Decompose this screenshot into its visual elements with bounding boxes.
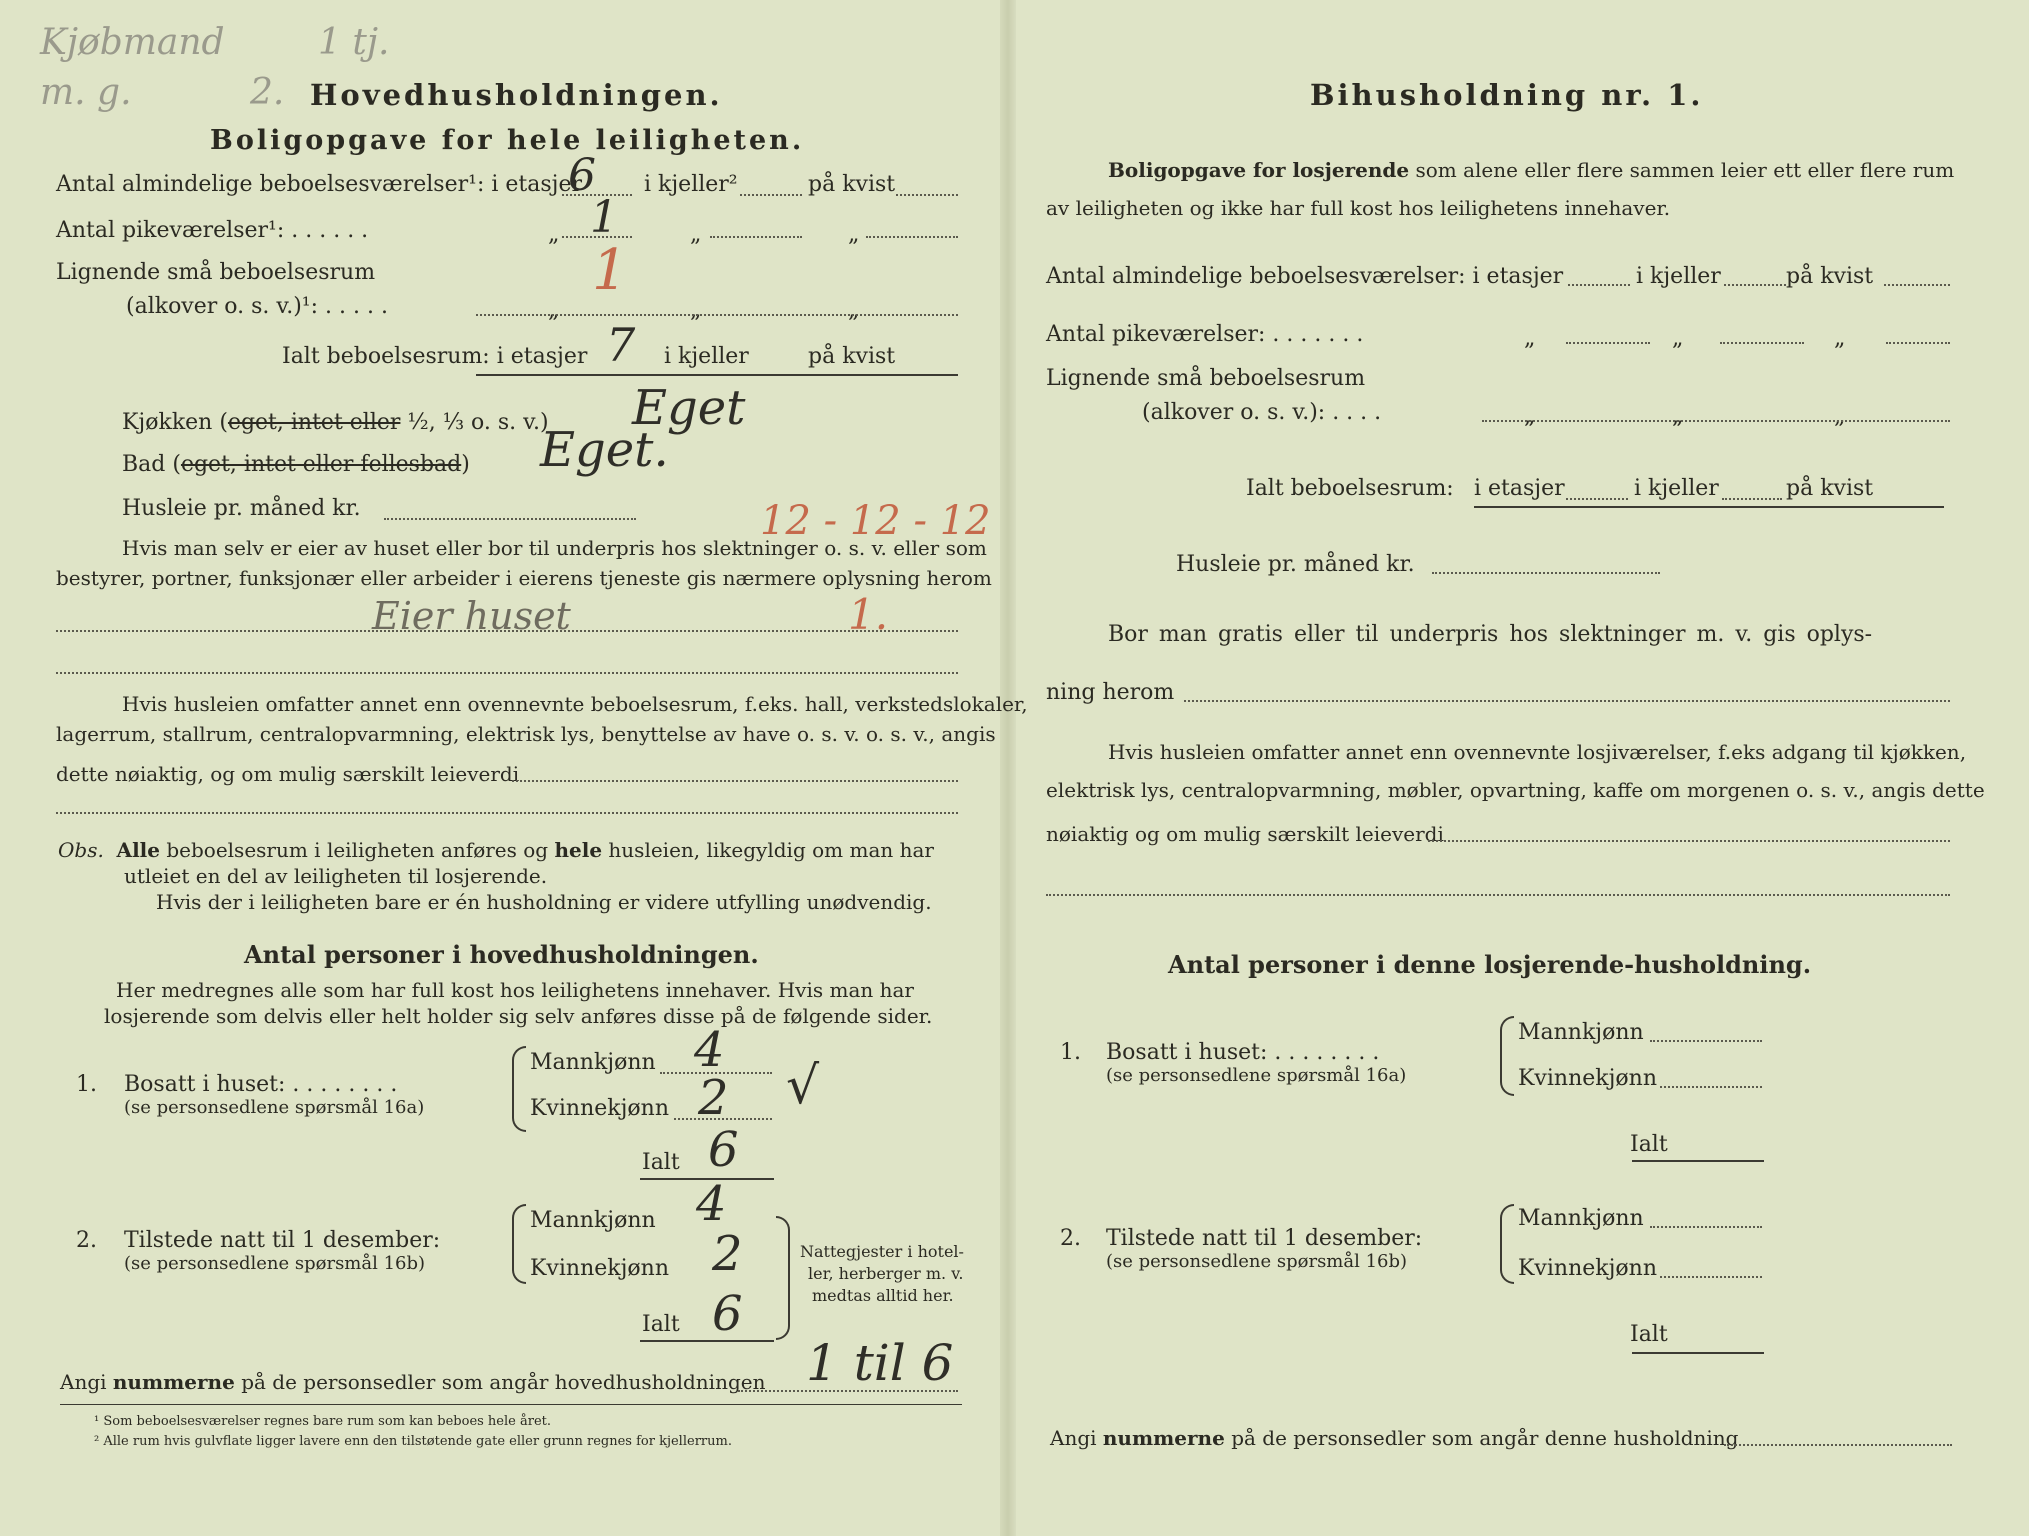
right-q2-ialt: Ialt [1630, 1322, 1668, 1347]
footnote-2: ² Alle rum hvis gulvflate ligger lavere enn den tilstøtende gate eller grunn regnes for kjellerrum. [94, 1434, 732, 1449]
right-ialt-etasjer-line [1566, 498, 1628, 500]
right-para-l1: Hvis husleien omfatter annet enn ovennevnte losjiværelser, f.eks adgang til kjøkken, [1108, 740, 1967, 764]
right-intro-l2: av leiligheten og ikke har full kost hos leilighetens innehaver. [1046, 196, 1671, 220]
hw-q2-ialt: 6 [712, 1286, 743, 1342]
left-kvist-label: på kvist [808, 172, 896, 197]
left-para1-l1: Hvis man selv er eier av huset eller bor til underpris hos slektninger o. s. v. eller som [122, 536, 987, 560]
right-ditto-2: „ [1672, 326, 1684, 351]
hw-etasjer: 6 [568, 150, 596, 201]
right-ialt-kjeller: i kjeller [1634, 476, 1719, 501]
right-q1-ialt-underline [1632, 1160, 1764, 1162]
right-ditto-4: „ [1524, 404, 1536, 429]
right-kjeller-label: i kjeller [1636, 264, 1721, 289]
left-q2-brace [512, 1204, 526, 1284]
right-bor-l2: ning herom [1046, 680, 1175, 705]
natt-note-l1: Nattegjester i hotel- [800, 1242, 964, 1261]
right-q1-kvinne: Kvinnekjønn [1518, 1066, 1657, 1091]
right-q1-sub: (se personsedlene spørsmål 16a) [1106, 1065, 1407, 1086]
right-husleie-label: Husleie pr. måned kr. [1176, 552, 1415, 577]
left-q1-kvinne: Kvinnekjønn [530, 1096, 669, 1121]
left-q2-mann: Mannkjønn [530, 1208, 656, 1233]
ditto-5: „ [690, 298, 702, 323]
left-pike-line-3 [866, 236, 958, 238]
right-q1-ialt: Ialt [1630, 1132, 1668, 1157]
right-intro-l1: Boligopgave for losjerende som alene eller flere sammen leier ett eller flere rum [1108, 158, 1955, 182]
right-q1-mann: Mannkjønn [1518, 1020, 1644, 1045]
left-alkover-label: (alkover o. s. v.)¹: . . . . . [126, 294, 388, 319]
natt-note-l2: ler, herberger m. v. [808, 1264, 964, 1283]
right-antal-alm-label: Antal almindelige beboelsesværelser: i etasjer [1046, 264, 1564, 289]
handwritten-servant-count: 1 tj. [318, 22, 390, 63]
left-para2-line-2 [56, 812, 958, 814]
hw-lignende: 1 [592, 238, 628, 303]
hw-red-numbers: 12 - 12 - 12 [760, 498, 991, 544]
left-alkover-line [476, 314, 958, 316]
left-q2-kvinne: Kvinnekjønn [530, 1256, 669, 1281]
left-q1-mann: Mannkjønn [530, 1050, 656, 1075]
handwritten-occupation: Kjøbmand [40, 22, 225, 63]
obs-line-1: Obs. Alle beboelsesrum i leiligheten anføres og hele husleien, likegyldig om man har [58, 838, 934, 862]
left-q1-ialt: Ialt [642, 1150, 680, 1175]
left-ialt-kjeller: i kjeller [664, 344, 749, 369]
right-angi-line: Angi nummerne på de personsedler som angår denne husholdning [1050, 1426, 1739, 1450]
right-para-l3: nøiaktig og om mulig særskilt leieverdi [1046, 822, 1444, 846]
right-para-line-1 [1428, 840, 1950, 842]
left-para2-line-1 [512, 780, 958, 782]
handwritten-children: 2. [250, 72, 285, 113]
ditto-4: „ [548, 298, 560, 323]
right-kvist-line [1884, 284, 1950, 286]
right-angi-dotline [1724, 1444, 1952, 1446]
right-ditto-5: „ [1672, 404, 1684, 429]
right-ditto-3: „ [1834, 326, 1846, 351]
left-pike-line-2 [710, 236, 802, 238]
right-alkover-label: (alkover o. s. v.): . . . . [1142, 400, 1382, 425]
hw-nummer: 1 til 6 [806, 1334, 954, 1392]
left-q2-sub: (se personsedlene spørsmål 16b) [124, 1253, 426, 1274]
right-ialt-kjeller-line [1722, 498, 1782, 500]
left-q2-label: Tilstede natt til 1 desember: [124, 1228, 441, 1253]
left-q1-label: Bosatt i huset: . . . . . . . . [124, 1072, 398, 1097]
left-antal-alm-label: Antal almindelige beboelsesværelser¹: i etasjer [56, 172, 583, 197]
hw-q1-kvinne: 2 [698, 1070, 729, 1126]
left-para2-l1: Hvis husleien omfatter annet enn ovennevnte beboelsesrum, f.eks. hall, verkstedslokaler, [122, 692, 1028, 716]
obs-line-2: utleiet en del av leiligheten til losjerende. [124, 864, 548, 888]
right-q2-brace [1500, 1204, 1514, 1284]
left-ialt-kvist: på kvist [808, 344, 896, 369]
left-q2-ialt-underline [640, 1340, 774, 1342]
left-husleie-label: Husleie pr. måned kr. [122, 496, 361, 521]
right-bor-l1: Bor man gratis eller til underpris hos slektninger m. v. gis oplys- [1108, 622, 1873, 647]
right-para-l2: elektrisk lys, centralopvarmning, møbler, opvartning, kaffe om morgenen o. s. v., angis dette [1046, 778, 1985, 802]
hw-bad: Eget. [540, 422, 669, 478]
left-q2-note-brace [776, 1216, 790, 1340]
hw-check: √ [786, 1056, 820, 1116]
left-q1-num: 1. [76, 1072, 97, 1097]
hw-q1-mann: 4 [694, 1022, 725, 1078]
right-kvist-label: på kvist [1786, 264, 1874, 289]
left-para1-line-1 [56, 630, 958, 632]
left-para2-l3: dette nøiaktig, og om mulig særskilt leieverdi [56, 762, 520, 786]
right-title: Bihusholdning nr. 1. [1310, 78, 1704, 112]
left-persons-l2: losjerende som delvis eller helt holder sig selv anføres disse på de følgende sider. [104, 1004, 933, 1028]
ditto-1: „ [548, 222, 560, 247]
left-para1-line-2 [56, 672, 958, 674]
right-q2-ialt-underline [1632, 1352, 1764, 1354]
right-q2-num: 2. [1060, 1226, 1081, 1251]
hw-q2-mann: 4 [696, 1176, 727, 1232]
left-q2-num: 2. [76, 1228, 97, 1253]
page-fold [1000, 0, 1016, 1536]
right-q1-kvinne-line [1660, 1086, 1762, 1088]
right-q2-mann-line [1650, 1226, 1762, 1228]
right-ialt-kvist: på kvist [1786, 476, 1874, 501]
hw-ialt-etasjer: 7 [606, 318, 636, 372]
footnote-rule [60, 1404, 962, 1405]
left-kjeller-label: i kjeller² [644, 172, 738, 197]
hw-q1-ialt: 6 [708, 1122, 739, 1178]
right-ditto-6: „ [1834, 404, 1846, 429]
left-kvist-line [896, 194, 958, 196]
right-ialt-a: Ialt beboelsesrum: [1246, 476, 1454, 501]
left-pike-label: Antal pikeværelser¹: . . . . . . [56, 218, 369, 243]
left-lignende-label: Lignende små beboelsesrum [56, 260, 376, 285]
right-persons-title: Antal personer i denne losjerende-husholdning. [1168, 950, 1812, 979]
obs-line-3: Hvis der i leiligheten bare er én husholdning er videre utfylling unødvendig. [156, 890, 932, 914]
hw-eier: Eier huset [372, 594, 571, 638]
left-q1-sub: (se personsedlene spørsmål 16a) [124, 1097, 425, 1118]
left-q1-brace [512, 1046, 526, 1132]
footnote-1: ¹ Som beboelsesværelser regnes bare rum som kan beboes hele året. [94, 1414, 551, 1429]
hw-red-mark: 1. [848, 590, 889, 639]
right-q1-label: Bosatt i huset: . . . . . . . . [1106, 1040, 1380, 1065]
right-q1-brace [1500, 1016, 1514, 1096]
ditto-2: „ [690, 222, 702, 247]
right-etasjer-line [1568, 284, 1630, 286]
left-subtitle: Boligopgave for hele leiligheten. [210, 125, 805, 156]
left-angi-line: Angi nummerne på de personsedler som angår hovedhusholdningen [60, 1370, 766, 1394]
left-bad-label: Bad (eget, intet eller fellesbad) [122, 452, 470, 477]
ditto-6: „ [848, 298, 860, 323]
left-husleie-line [384, 518, 636, 520]
right-husleie-line [1432, 572, 1660, 574]
left-kjokken-label: Kjøkken (eget, intet eller ½, ⅓ o. s. v.) [122, 410, 549, 435]
hw-kjokken: Eget [632, 380, 746, 436]
right-q1-num: 1. [1060, 1040, 1081, 1065]
right-alkover-line [1482, 420, 1950, 422]
left-ialt-underline [476, 374, 958, 376]
ditto-3: „ [848, 222, 860, 247]
left-q2-ialt: Ialt [642, 1312, 680, 1337]
right-q2-mann: Mannkjønn [1518, 1206, 1644, 1231]
left-kjeller-line [740, 194, 802, 196]
right-ialt-underline [1474, 506, 1944, 508]
hw-pike: 1 [590, 192, 618, 243]
left-title: Hovedhusholdningen. [310, 78, 723, 112]
right-pike-label: Antal pikeværelser: . . . . . . . [1046, 322, 1364, 347]
left-para1-l2: bestyrer, portner, funksjonær eller arbeider i eierens tjeneste gis nærmere oplysning herom [56, 566, 992, 590]
right-q1-mann-line [1650, 1040, 1762, 1042]
right-q2-sub: (se personsedlene spørsmål 16b) [1106, 1251, 1408, 1272]
right-pike-line-1 [1566, 342, 1650, 344]
right-pike-line-3 [1886, 342, 1950, 344]
right-kjeller-line [1724, 284, 1786, 286]
right-q2-kvinne: Kvinnekjønn [1518, 1256, 1657, 1281]
left-para2-l2: lagerrum, stallrum, centralopvarmning, elektrisk lys, benyttelse av have o. s. v. o. s. v., angis [56, 722, 996, 746]
right-q2-kvinne-line [1660, 1276, 1762, 1278]
right-pike-line-2 [1720, 342, 1804, 344]
right-para-line-2 [1046, 894, 1950, 896]
right-ialt-b: i etasjer [1474, 476, 1565, 501]
right-q2-label: Tilstede natt til 1 desember: [1106, 1226, 1423, 1251]
natt-note-l3: medtas alltid her. [812, 1286, 954, 1305]
left-ialt-label: Ialt beboelsesrum: i etasjer [282, 344, 588, 369]
left-persons-l1: Her medregnes alle som har full kost hos leilighetens innehaver. Hvis man har [116, 978, 914, 1002]
right-bor-line [1184, 700, 1950, 702]
handwritten-marital: m. g. [40, 72, 132, 113]
right-ditto-1: „ [1524, 326, 1536, 351]
left-persons-title: Antal personer i hovedhusholdningen. [244, 940, 759, 969]
hw-q2-kvinne: 2 [712, 1226, 743, 1282]
right-lignende-label: Lignende små beboelsesrum [1046, 366, 1366, 391]
